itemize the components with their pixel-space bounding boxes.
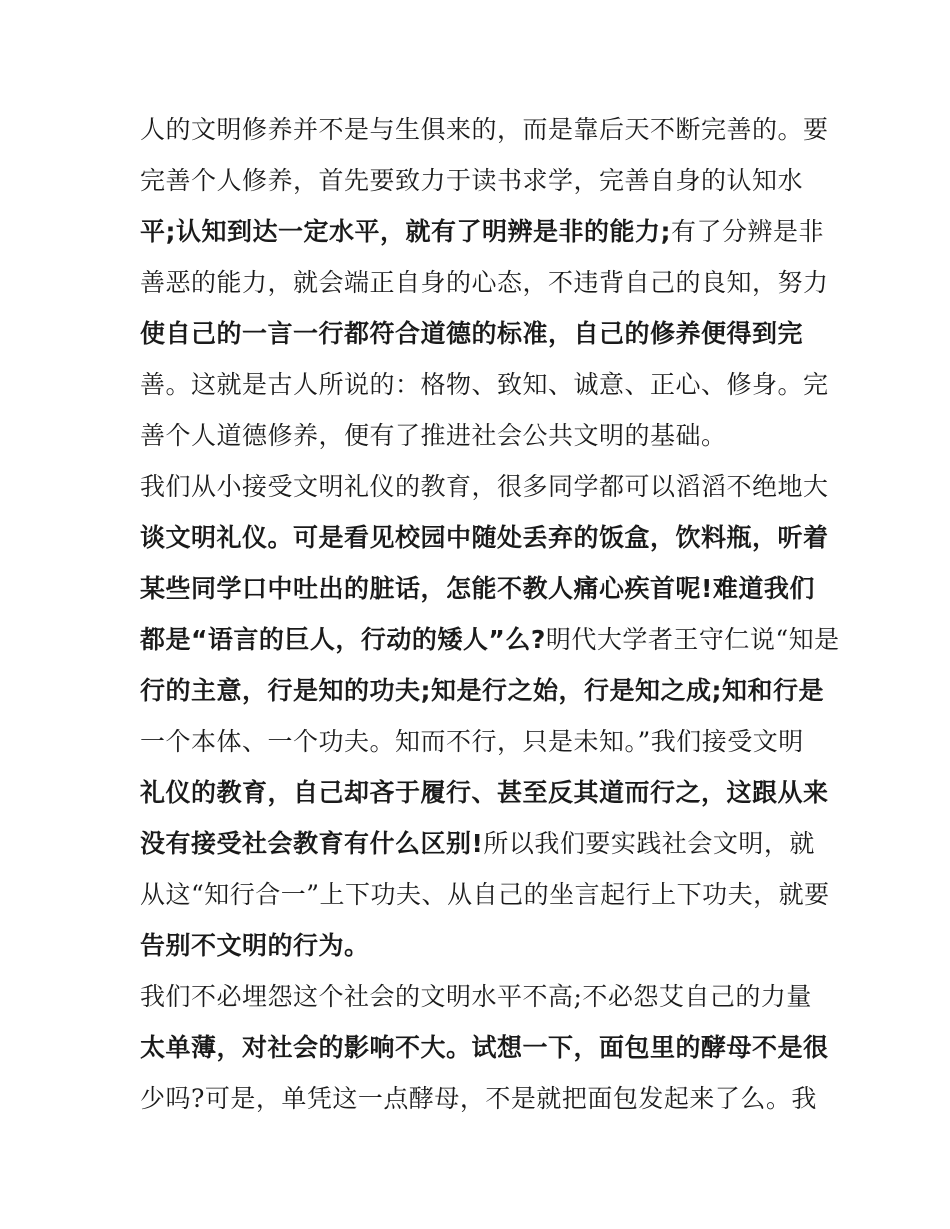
text-line: 太单薄，对社会的影响不大。试想一下，面包里的酵母不是很 <box>140 1033 829 1062</box>
text-line: 人的文明修养并不是与生俱来的，而是靠后天不断完善的。要 <box>140 115 829 144</box>
text-line: 从这“知行合一”上下功夫、从自己的坐言起行上下功夫，就要 <box>140 880 830 909</box>
text-line: 一个本体、一个功夫。知而不行，只是未知。”我们接受文明 <box>140 727 804 756</box>
text-run: 没有接受社会教育有什么区别! <box>140 829 484 858</box>
text-line: 善。这就是古人所说的：格物、致知、诚意、正心、修身。完 <box>140 370 829 399</box>
text-line <box>140 818 820 869</box>
text-line: 我们不必埋怨这个社会的文明水平不高;不必怨艾自己的力量 <box>140 982 812 1011</box>
text-line: 少吗?可是，单凭这一点酵母，不是就把面包发起来了么。我 <box>140 1084 817 1113</box>
text-run: 平;认知到达一定水平，就有了明辨是非的能力; <box>140 217 671 246</box>
text-line: 完善个人修养，首先要致力于读书求学，完善自身的认知水 <box>140 166 804 195</box>
text-line: 谈文明礼仪。可是看见校园中随处丢弃的饭盒，饮料瓶，听着 <box>140 523 829 552</box>
text-line <box>140 206 825 257</box>
text-run: 有了分辨是非 <box>671 217 825 246</box>
text-line <box>140 614 840 665</box>
text-run: 明代大学者王守仁说“知是 <box>545 625 840 654</box>
text-line: 礼仪的教育，自己却吝于履行、甚至反其道而行之，这跟从来 <box>140 778 829 807</box>
text-line: 善个人道德修养，便有了推进社会公共文明的基础。 <box>140 421 727 450</box>
text-line: 行的主意，行是知的功夫;知是行之始，行是知之成;知和行是 <box>140 676 824 705</box>
body-text <box>140 104 840 1124</box>
text-line: 告别不文明的行为。 <box>140 931 370 960</box>
text-run: 都是“语言的巨人，行动的矮人”么? <box>140 625 546 654</box>
text-line: 我们从小接受文明礼仪的教育，很多同学都可以滔滔不绝地大 <box>140 472 829 501</box>
text-line: 某些同学口中吐出的脏话，怎能不教人痛心疾首呢!难道我们 <box>140 574 815 603</box>
text-run: 所以我们要实践社会文明，就 <box>483 829 815 858</box>
text-line: 使自己的一言一行都符合道德的标准，自己的修养便得到完 <box>140 319 804 348</box>
text-line: 善恶的能力，就会端正自身的心态，不违背自己的良知，努力 <box>140 268 829 297</box>
